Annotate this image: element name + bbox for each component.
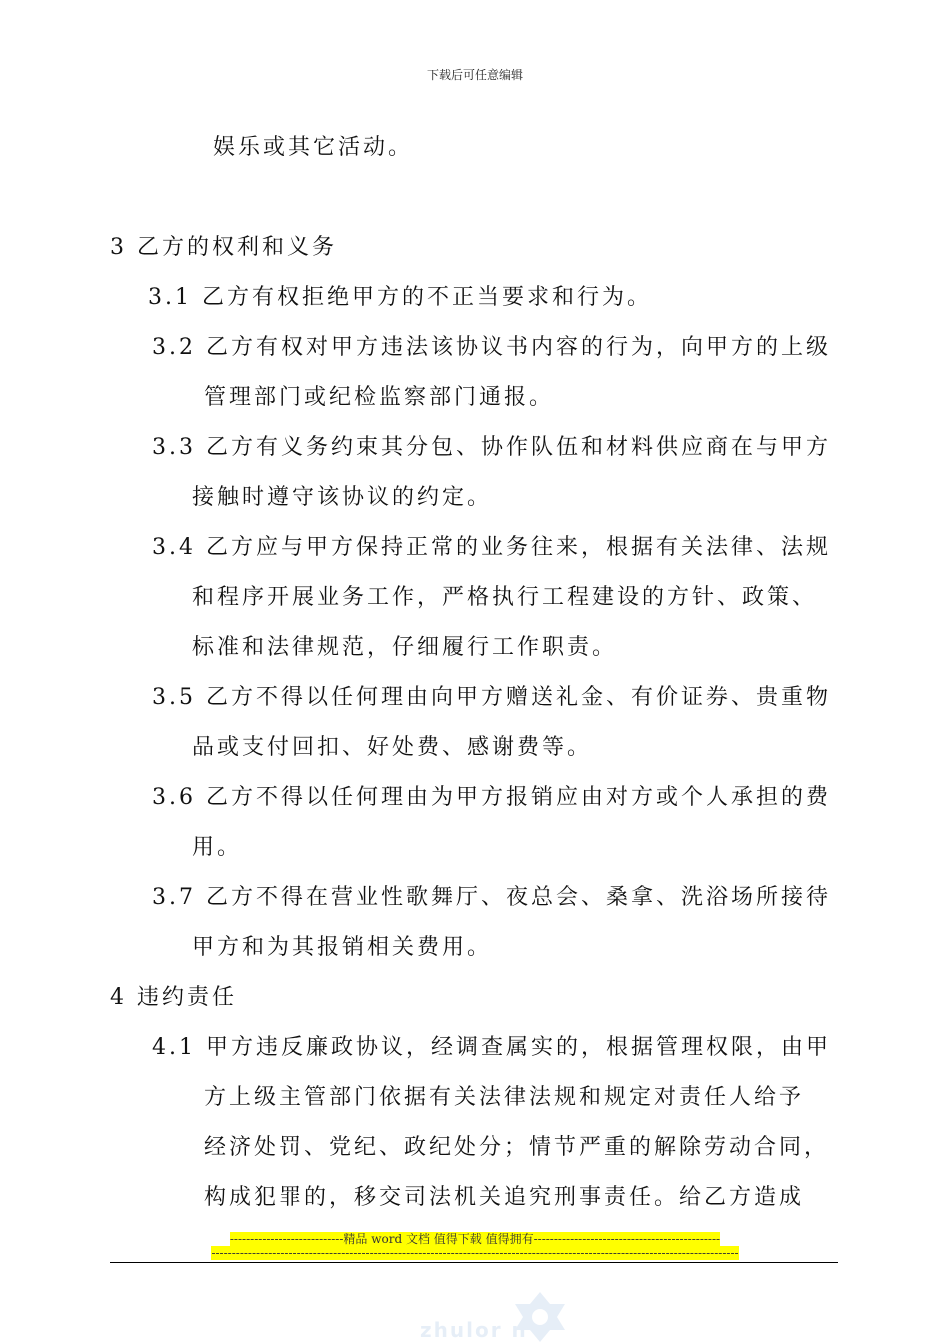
clause-3-4-cont: 标准和法律规范，仔细履行工作职责。 bbox=[192, 635, 618, 660]
watermark-text: zhulor n bbox=[420, 1318, 528, 1342]
page-header: 下载后可任意编辑 bbox=[426, 68, 523, 82]
clause-4-1-cont: 方上级主管部门依据有关法律法规和规定对责任人给予 bbox=[204, 1085, 805, 1110]
clause-3-7: 3.7 乙方不得在营业性歌舞厅、夜总会、桑拿、洗浴场所接待 bbox=[152, 885, 831, 910]
clause-4-1-cont: 经济处罚、党纪、政纪处分；情节严重的解除劳动合同， bbox=[204, 1135, 830, 1160]
clause-4-1-cont: 构成犯罪的，移交司法机关追究刑事责任。给乙方造成 bbox=[204, 1185, 805, 1210]
footer-banner-text: ----------------------------精品 word 文档 值得下载 值得拥有---------------------------------------------- bbox=[229, 1232, 721, 1246]
section-heading: 3 乙方的权利和义务 bbox=[110, 235, 337, 260]
footer-banner bbox=[0, 1232, 950, 1247]
footer-rule bbox=[110, 1262, 838, 1263]
clause-3-6: 3.6 乙方不得以任何理由为甲方报销应由对方或个人承担的费 bbox=[152, 785, 831, 810]
clause-3-1: 3.1 乙方有权拒绝甲方的不正当要求和行为。 bbox=[148, 285, 652, 310]
clause-3-2-cont: 管理部门或纪检监察部门通报。 bbox=[204, 385, 555, 410]
clause-3-7-cont: 甲方和为其报销相关费用。 bbox=[192, 935, 493, 960]
clause-3-4-cont: 和程序开展业务工作，严格执行工程建设的方针、政策、 bbox=[192, 585, 818, 610]
clause-3-2: 3.2 乙方有权对甲方违法该协议书内容的行为，向甲方的上级 bbox=[152, 335, 831, 360]
clause-3-6-cont: 用。 bbox=[192, 835, 243, 860]
clause-3-3: 3.3 乙方有义务约束其分包、协作队伍和材料供应商在与甲方 bbox=[152, 435, 831, 460]
body-line: 娱乐或其它活动。 bbox=[213, 135, 414, 160]
section-heading: 4 违约责任 bbox=[110, 985, 237, 1010]
clause-3-3-cont: 接触时遵守该协议的约定。 bbox=[192, 485, 493, 510]
clause-3-5-cont: 品或支付回扣、好处费、感谢费等。 bbox=[192, 735, 593, 760]
watermark bbox=[420, 1290, 620, 1344]
footer-dashes-text: ---------------------------------------------------------------------------------------------------------------------------------- bbox=[211, 1246, 739, 1260]
footer-dashes bbox=[0, 1246, 950, 1261]
clause-3-5: 3.5 乙方不得以任何理由向甲方赠送礼金、有价证券、贵重物 bbox=[152, 685, 831, 710]
clause-4-1: 4.1 甲方违反廉政协议，经调查属实的，根据管理权限，由甲 bbox=[152, 1035, 831, 1060]
clause-3-4: 3.4 乙方应与甲方保持正常的业务往来，根据有关法律、法规 bbox=[152, 535, 831, 560]
